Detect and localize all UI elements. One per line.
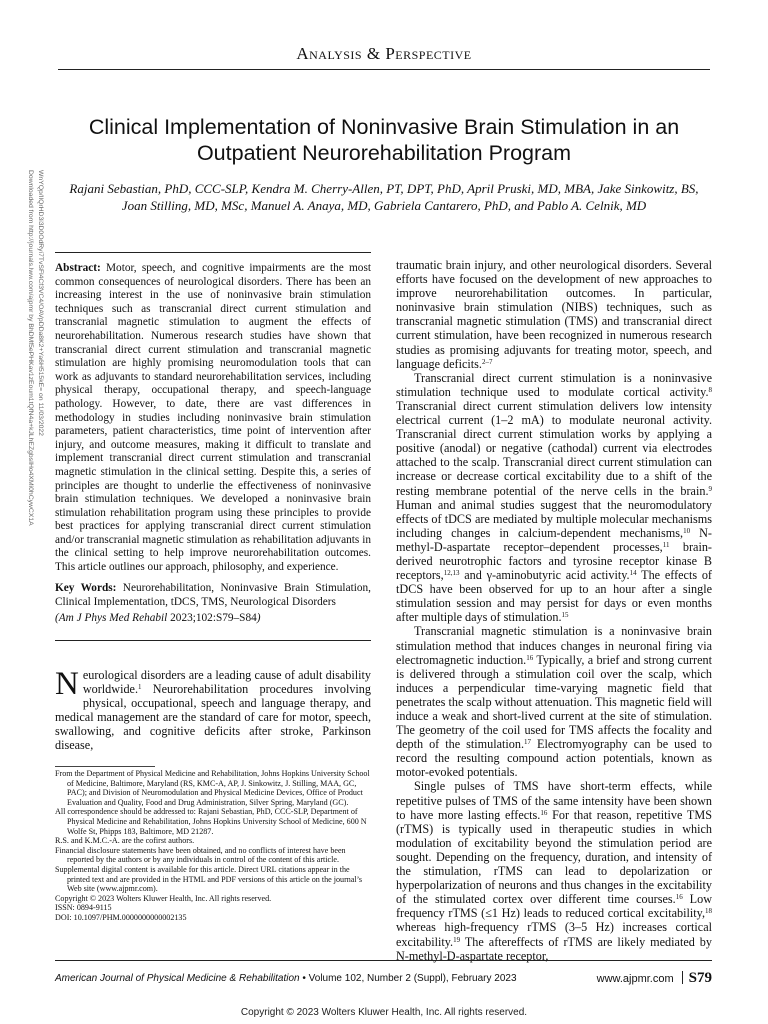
paragraph-4 — [396, 779, 712, 962]
reference-link[interactable]: 17 — [524, 738, 532, 747]
p2-text-c: Human and animal studies suggest that the neuromodulatory effects of tDCS are mediated by multiple molecular mechanisms including changes in calcium-dependent mechanisms, — [396, 497, 712, 540]
p4-text-b: For that reason, repetitive TMS (rTMS) is typically used in therapeutic studies in which modulation of excitability beyond the stimulation period are sought. Depending on the frequency, duration, and intensity of the stimulation, rTMS can lead to depolarization or hyperpolarization of neurons and thus changes in the excitability of the stimulated cortex over different time courses. — [396, 807, 712, 907]
p3-text-c: Electromyography can be used to record the resulting compound action potentials, known as motor-evoked potentials. — [396, 737, 712, 780]
reference-link[interactable]: 15 — [561, 611, 569, 620]
reference-link[interactable]: 14 — [629, 569, 637, 578]
journal-footer — [55, 973, 517, 984]
footnote-supplemental: Supplemental digital content is available for this article. Direct URL citations appear in the printed text and are provided in the HTML and PDF versions of this article on the journal’s Web site (www.ajpmr.com). — [55, 864, 363, 894]
footer-divider — [682, 971, 683, 984]
p2-text-b: Transcranial direct current stimulation delivers low intensity electrical current (1–2 mA) to modulate neuronal activity. Transcranial direct current stimulation works by applying a positive (anodal) or negative (cathodal) current via electrodes attached to the scalp. Transcranial direct current stimulation can increase or decrease cortical excitability due to a shift of the resting membrane potential of the nerve cells in the brain. — [396, 398, 712, 498]
citation-details: 2023;102:S79–S84 — [170, 612, 257, 624]
intro-text-2: Neurorehabilitation procedures involving physical, occupational, speech and language therapy, and medical management are the standard of care for motor, speech, swallowing, and cognitive deficits after stroke, Parkinson disease, — [55, 682, 371, 753]
reference-link[interactable]: 19 — [453, 935, 461, 944]
abstract-label: Abstract: — [55, 262, 101, 274]
citation-journal: Am J Phys Med Rehabil — [58, 612, 168, 624]
reference-link[interactable]: 11 — [662, 540, 670, 549]
footnote-disclosure: Financial disclosure statements have been obtained, and no conflicts of interest have been reported by the authors or by any individuals in control of the content of this article. — [55, 845, 346, 865]
paragraph-1 — [396, 258, 712, 371]
paragraph-3 — [396, 624, 712, 779]
body-right-column — [396, 258, 712, 963]
p4-text-a: Single pulses of TMS have short-term effects, while repetitive pulses of TMS of the same intensity have been shown to have more lasting effects. — [396, 779, 712, 822]
journal-issue: • Volume 102, Number 2 (Suppl), February 2023 — [299, 973, 517, 984]
reference-link[interactable]: 12,13 — [443, 569, 460, 578]
footnote-doi: DOI: 10.1097/PHM.0000000000002135 — [55, 912, 187, 922]
article-title: Clinical Implementation of Noninvasive Brain Stimulation in an Outpatient Neurorehabilitation Program — [88, 115, 680, 165]
footnote-copyright: Copyright © 2023 Wolters Kluwer Health, Inc. All rights reserved. — [55, 893, 272, 903]
download-notice — [22, 170, 44, 600]
p2-text-a: Transcranial direct current stimulation is a noninvasive stimulation technique used to modulate cortical activity. — [396, 370, 712, 399]
header-rule — [58, 69, 710, 70]
reference-link[interactable]: 18 — [705, 907, 712, 916]
journal-site-link[interactable]: www.ajpmr.com — [596, 973, 674, 985]
abstract-text: Motor, speech, and cognitive impairments are the most common consequences of neurological disorders. There has been an increasing interest in the use of noninvasive brain stimulation techniques such as transcranial direct current stimulation and transcranial magnetic stimulation to augment the effects of neurorehabilitation. Numerous research studies have shown that transcranial direct current stimulation and transcranial magnetic stimulation are highly promising neuromodulation tools that can work as adjuvants to standard neurorehabilitation services, including physical therapy, occupational therapy, and speech-language pathology. However, to date, there are vast differences in methodology in studies including noninvasive brain stimulation parameters, patient characteristics, time point of intervention after injury, and outcome measures, making it difficult to translate and implement transcranial direct current stimulation and transcranial magnetic stimulation in the clinical setting. Despite this, a series of principles are thought to underlie the effectiveness of noninvasive brain stimulation techniques. We developed a noninvasive brain stimulation rehabilitation program using these principles to provide best practices for applying transcranial direct current stimulation and/or transcranial magnetic stimulation as rehabilitation adjuvants in the clinical setting to help improve neurorehabilitation outcomes. This article outlines our approach, philosophy, and experience. — [55, 262, 371, 574]
copyright-notice: Copyright © 2023 Wolters Kluwer Health, Inc. All rights reserved. — [240, 1007, 528, 1018]
keywords-text: Neurorehabilitation, Noninvasive Brain Stimulation, Clinical Implementation, tDCS, TMS, Neurological Disorders — [55, 582, 371, 608]
p1-text: traumatic brain injury, and other neurological disorders. Several efforts have focused on the development of new approaches to improve neurorehabilitation outcomes. In particular, noninvasive brain stimulation (NIBS) techniques, such as transcranial magnetic stimulation (TMS) and transcranial direct current stimulation, have been recognized in numerous research studies as promising adjuvants for treating motor, speech, and language deficits. — [396, 258, 712, 371]
reference-link[interactable]: 16 — [540, 808, 548, 817]
footnote-affiliations: From the Department of Physical Medicine and Rehabilitation, Johns Hopkins University School of Medicine, Baltimore, Maryland (RS, KMC-A, AP, J. Sinkowitz, J. Stilling, MAA, GC, PAC); and Division of Neuromodulation and Physical Medicine Devices, Office of Product Evaluation and Quality, Food and Drug Administration, Silver Spring, Maryland (GC). — [55, 769, 370, 807]
p2-text-f: and γ-aminobutyric acid activity. — [459, 568, 630, 583]
download-notice-line-1: Downloaded from http://journals.lww.com/ajpmr by BhDMf5ePHKav1zEoum1tQfN4a+kJLhEZgbsIHo4XMi0hCywCX1A — [27, 170, 34, 526]
introduction-text — [55, 668, 371, 753]
paragraph-2 — [396, 371, 712, 625]
reference-link[interactable]: 16 — [526, 653, 534, 662]
footnote-cofirst: R.S. and K.M.C.-A. are the cofirst authors. — [55, 836, 195, 846]
page-number: S79 — [688, 970, 712, 986]
footnote-rule — [55, 766, 155, 767]
p4-text-e: The aftereffects of rTMS are likely mediated by N-methyl-D-aspartate receptor, — [396, 934, 712, 963]
p2-text-e: brain-derived neurotrophic factors and tyrosine receptor kinase B receptors, — [396, 539, 712, 583]
reference-link[interactable]: 16 — [675, 893, 683, 902]
keywords — [55, 582, 371, 609]
citation: (Am J Phys Med Rehabil 2023;102:S79–S84) — [55, 612, 261, 624]
reference-link[interactable]: 1 — [138, 683, 142, 692]
keywords-label: Key Words: — [55, 582, 117, 594]
footnote-correspondence: All correspondence should be addressed to: Rajani Sebastian, PhD, CCC-SLP, Department of Physical Medicine and Rehabilitation, Johns Hopkins University School of Medicine, 600 N Wolfe St, Phipps 183, Baltimore, MD 21287. — [55, 807, 367, 836]
journal-name: American Journal of Physical Medicine & Rehabilitation — [55, 973, 300, 984]
abstract-top-rule — [55, 252, 371, 253]
footnote-issn: ISSN: 0894-9115 — [55, 903, 112, 913]
p3-text-b: Typically, a brief and strong current is delivered through a stimulation coil over the scalp, which induces a perpendicular time-varying magnetic field that penetrates the scalp without attenuation. This magnetic field will induce a weak and short-lived current at the site of stimulation. The geometry of the coil used for TMS affects the focality and depth of the stimulation. — [396, 652, 712, 752]
download-notice-line-2: WnYQp/IlQrHD3i3D0OdRyi7TvSFl4Cf3VC4/OAVpDDa8K2+Ya6H515kE= on 11/03/2022 — [37, 170, 44, 436]
footer-rule — [55, 960, 712, 961]
reference-link[interactable]: 8 — [708, 385, 712, 394]
p4-text-c: Low frequency rTMS (≤1 Hz) leads to reduced cortical excitability, — [396, 892, 712, 921]
p2-text-d: N-methyl-D-aspartate receptor–dependent processes, — [396, 525, 712, 554]
site-footer — [597, 970, 712, 987]
author-list: Rajani Sebastian, PhD, CCC-SLP, Kendra M. Cherry-Allen, PT, DPT, PhD, April Pruski, MD, MBA, Jake Sinkowitz, BS, Joan Stilling, MD, MSc, Manuel A. Anaya, MD, Gabriela Cantarero, PhD, and Pablo A. Celnik, MD — [69, 181, 699, 213]
reference-link[interactable]: 10 — [683, 526, 691, 535]
section-header: Analysis & Perspective — [296, 44, 472, 63]
p4-text-d: whereas high-frequency rTMS (3–5 Hz) increases cortical excitability. — [396, 920, 712, 949]
intro-text-1: eurological disorders are a leading cause of adult disability worldwide. — [82, 668, 371, 697]
drop-cap: N — [55, 666, 79, 702]
p3-text-a: Transcranial magnetic stimulation is a noninvasive brain stimulation method that induces changes in neuronal firing via electromagnetic induction. — [396, 624, 712, 667]
abstract — [55, 262, 371, 575]
footnotes — [55, 769, 371, 923]
p2-text-g: The effects of tDCS have been observed for up to an hour after a single stimulation session and may persist for days or even months after multiple days of stimulation. — [396, 568, 712, 625]
reference-link[interactable]: 9 — [708, 484, 712, 493]
abstract-bottom-rule — [55, 640, 371, 641]
reference-link[interactable]: 2–7 — [481, 357, 493, 366]
